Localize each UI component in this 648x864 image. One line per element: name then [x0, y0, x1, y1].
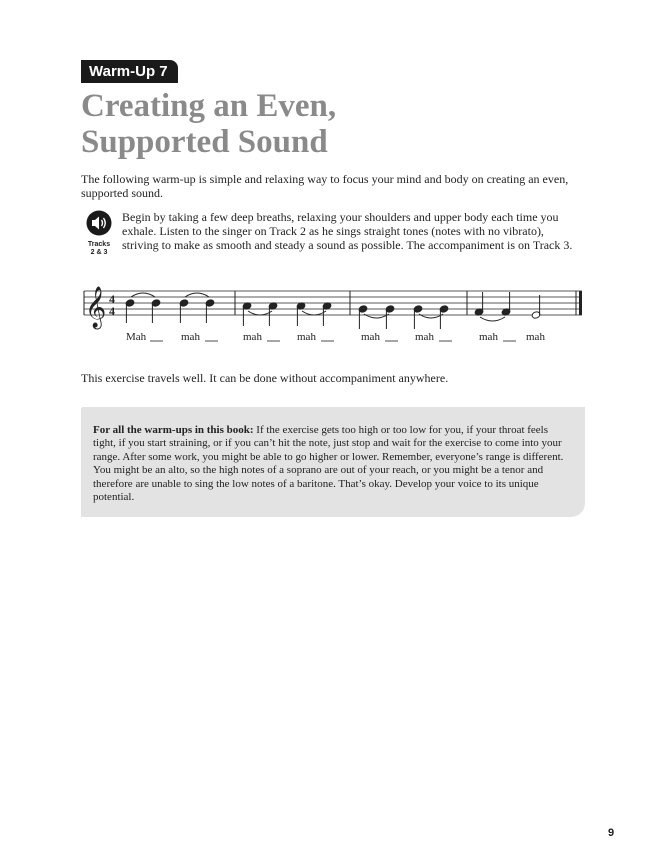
note-text: [93, 424, 571, 504]
lyric: mah: [297, 331, 316, 343]
title-line-1: Creating an Even,: [81, 88, 337, 124]
page-title: [81, 88, 336, 160]
slur: [131, 293, 155, 297]
intro-paragraph: The following warm-up is simple and relaxing way to focus your mind and body on creating an even, supported sound.: [81, 172, 569, 200]
warmup-badge: Warm-Up 7: [81, 60, 178, 83]
outro-paragraph: This exercise travels well. It can be done without accompaniment anywhere.: [81, 371, 449, 385]
audio-tracks[interactable]: [82, 210, 116, 257]
page-number: 9: [608, 827, 615, 839]
tracks-label: Tracks 2 & 3: [87, 241, 111, 256]
lyric: mah: [415, 331, 434, 343]
lyric: mah: [243, 331, 262, 343]
note-body: If the exercise gets too high or too low for you, if your throat feels tight, if you start straining, or if you can’t hit the note, just stop and wait for the exercise to come into your range. After some work, you might be able to go higher or lower. Remember, everyone’s range is different. You might be an alto, so the high notes of a soprano are out of your reach, or you might be a tenor and therefore are unable to sing the low notes of a baritone. That’s okay. Develop your voice to its unique potential.: [93, 424, 564, 504]
slur: [302, 311, 326, 315]
lyric: Mah: [126, 331, 147, 343]
slur: [248, 311, 272, 315]
title-line-2: Supported Sound: [81, 124, 328, 160]
warmups-note-box: [81, 407, 585, 517]
lyric: mah: [361, 331, 380, 343]
time-signature-top: 4: [109, 292, 115, 306]
final-barline: [579, 291, 582, 315]
lyric: mah: [526, 331, 545, 343]
lyric: mah: [181, 331, 200, 343]
instructions-paragraph: Begin by taking a few deep breaths, relaxing your shoulders and upper body each time you exhale. Listen to the singer on Track 2 as he sings straight tones (notes with no vibrato), striving to make as smooth and steady a sound as possible. The accompaniment is on Track 3.: [122, 210, 573, 252]
speaker-icon: [86, 210, 112, 236]
treble-clef-icon: 𝄞: [85, 287, 107, 328]
note-lead: For all the warm-ups in this book:: [93, 424, 254, 436]
lyric: mah: [479, 331, 498, 343]
time-signature-bottom: 4: [109, 304, 115, 318]
slur: [480, 317, 505, 321]
music-staff: [80, 280, 590, 350]
slur: [185, 293, 209, 297]
